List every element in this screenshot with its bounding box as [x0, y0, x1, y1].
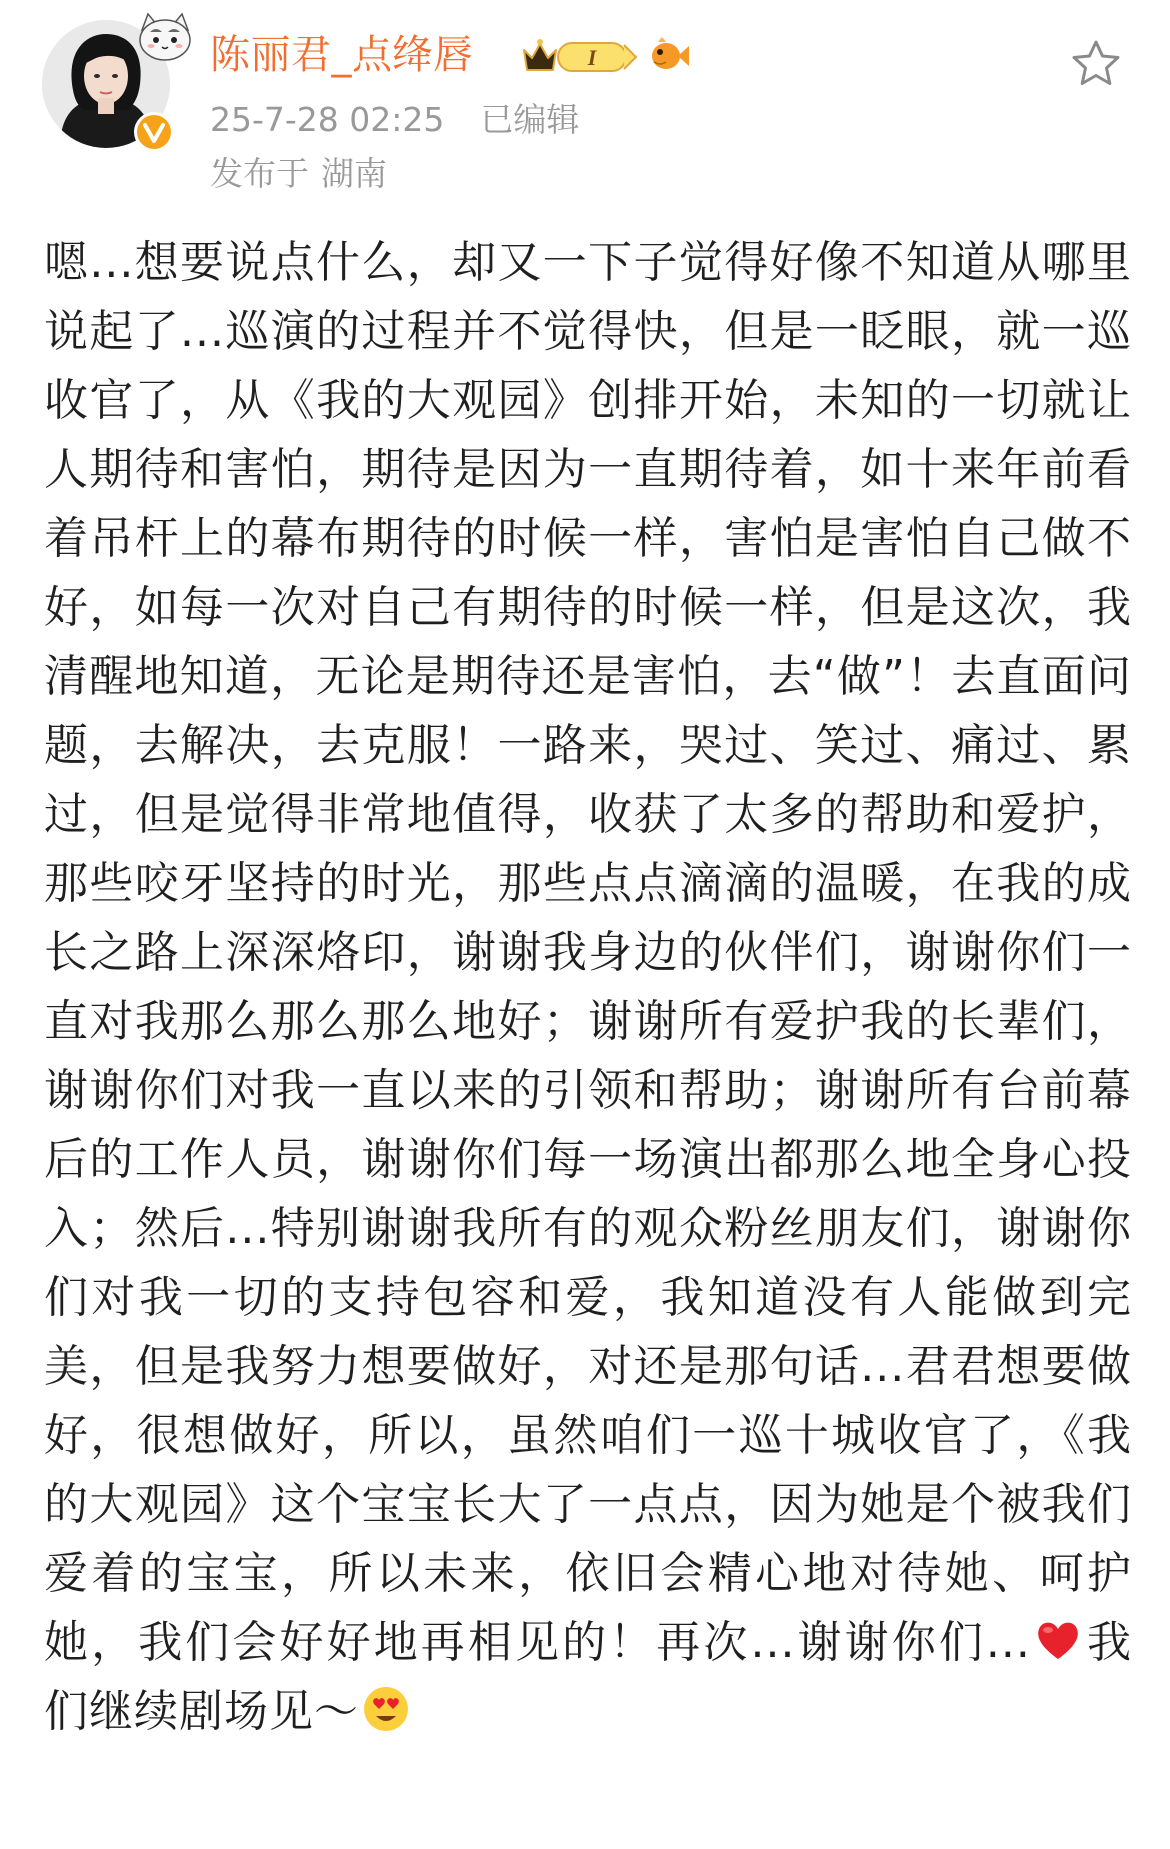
- location-prefix: 发布于: [210, 154, 309, 193]
- user-name[interactable]: 陈丽君_点绛唇: [210, 32, 474, 78]
- post-meta: [210, 98, 579, 142]
- post-timestamp: 25-7-28 02:25: [210, 100, 445, 139]
- avatar-container[interactable]: [42, 20, 170, 148]
- verified-badge-icon: [132, 110, 176, 154]
- cat-pendant-icon: [136, 10, 194, 64]
- post-header: [0, 0, 1170, 205]
- post-body-text-end: 我们继续剧场见～: [44, 1617, 1132, 1737]
- heart-emoji-icon: [1033, 1615, 1083, 1665]
- post-body-text: 嗯...想要说点什么，却又一下子觉得好像不知道从哪里说起了...巡演的过程并不觉得快，但是一眨眼，就一巡收官了，从《我的大观园》创排开始，未知的一切就让人期待和害怕，期待是因为一直期待着，如十来年前看着吊杆上的幕布期待的时候一样，害怕是害怕自己做不好，如每一次对自己有期待的时候一样，但是这次，我清醒地知道，无论是期待还是害怕，去“做”！去直面问题，去解决，去克服！一路来，哭过、笑过、痛过、累过，但是觉得非常地值得，收获了太多的帮助和爱护，那些咬牙坚持的时光，那些点点滴滴的温暖，在我的成长之路上深深烙印，谢谢我身边的伙伴们，谢谢你们一直对我那么那么那么地好；谢谢所有爱护我的长辈们，谢谢你们对我一直以来的引领和帮助；谢谢所有台前幕后的工作人员，谢谢你们每一场演出都那么地全身心投入；然后...特别谢谢我所有的观众粉丝朋友们，谢谢你们对我一切的支持包容和爱，我知道没有人能做到完美，但是我努力想要做好，对还是那句话...君君想要做好，很想做好，所以，虽然咱们一巡十城收官了，《我的大观园》这个宝宝长大了一点点，因为她是个被我们爱着的宝宝，所以未来，依旧会精心地对待她、呵护她，我们会好好地再相见的！再次...谢谢你们...: [44, 237, 1132, 1668]
- heart-eyes-emoji-icon: [361, 1684, 411, 1734]
- location-name: 湖南: [321, 154, 387, 193]
- level-label: I: [587, 45, 597, 70]
- edited-label[interactable]: 已编辑: [480, 100, 580, 139]
- level-badge-icon[interactable]: [520, 36, 640, 76]
- fish-icon[interactable]: [648, 36, 690, 74]
- post-location: [210, 152, 387, 196]
- favorite-star-icon[interactable]: [1068, 36, 1124, 92]
- post-body: [44, 228, 1132, 1849]
